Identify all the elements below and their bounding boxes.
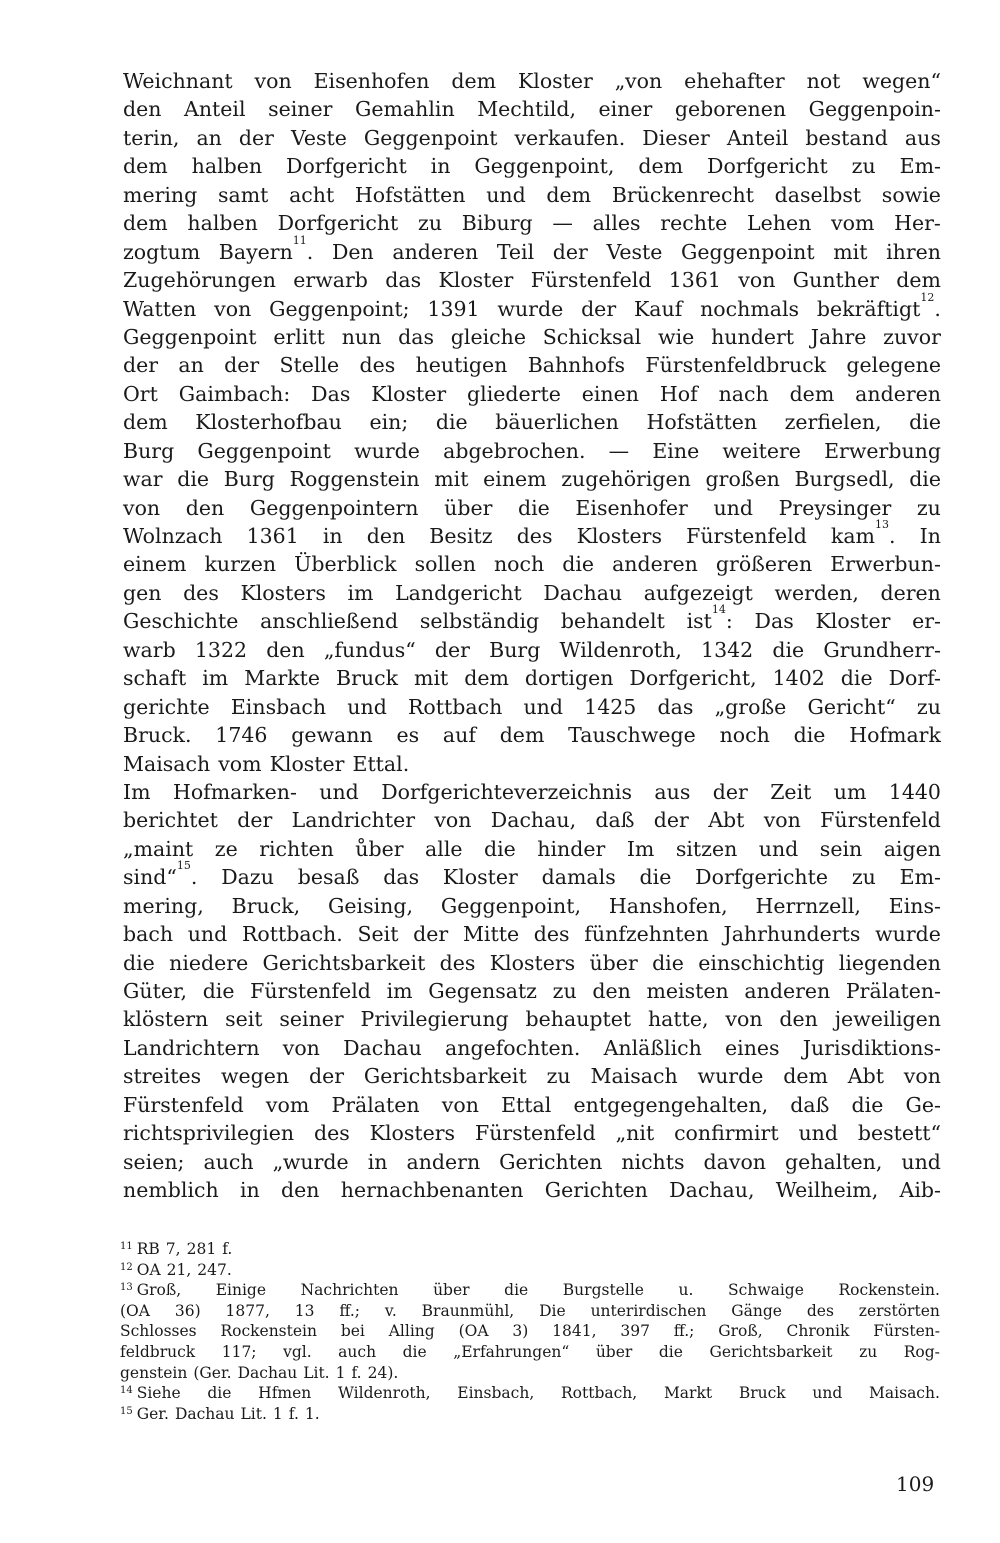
text-line: Geggenpoint erlitt nun das gleiche Schicksal wie hundert Jahre zuvor bbox=[123, 324, 941, 349]
text-line: Landrichtern von Dachau angefochten. Anläßlich eines Jurisdiktions- bbox=[123, 1035, 941, 1060]
footnote-line: $^{11}$ RB 7, 281 f. bbox=[120, 1240, 233, 1258]
text-line: zogtum Bayern$^{11}$. Den anderen Teil der Veste Geggenpoint mit ihren bbox=[123, 233, 941, 264]
text-line: einem kurzen Überblick sollen noch die anderen größeren Erwerbun- bbox=[123, 552, 941, 577]
footnote-ref: 14 bbox=[711, 603, 726, 617]
footnote-number: 12 bbox=[120, 1261, 133, 1273]
text-line: Watten von Geggenpoint; 1391 wurde der Kauf nochmals bekräftigt$^{12}$. bbox=[123, 290, 941, 321]
text-line: Wolnzach 1361 in den Besitz des Klosters Fürstenfeld kam$^{13}$. In bbox=[123, 518, 941, 548]
text-line: klöstern seit seiner Privilegierung behauptet hatte, von den jeweiligen bbox=[123, 1007, 941, 1032]
text-line: gen des Klosters im Landgericht Dachau aufgezeigt werden, deren bbox=[123, 580, 941, 605]
text-line: Maisach vom Kloster Ettal. bbox=[123, 751, 410, 776]
text-line: nemblich in den hernachbenanten Gerichten Dachau, Weilheim, Aib- bbox=[123, 1178, 941, 1203]
text-line: Geschichte anschließend selbständig behandelt ist$^{14}$: Das Kloster er- bbox=[123, 603, 941, 634]
text-line: streites wegen der Gerichtsbarkeit zu Maisach wurde dem Abt von bbox=[123, 1064, 941, 1089]
page-number: 109 bbox=[896, 1472, 935, 1496]
text-line: mering samt acht Hofstätten und dem Brückenrecht daselbst sowie bbox=[123, 182, 941, 207]
text-line: sind“$^{15}$. Dazu besaß das Kloster damals die Dorfgerichte zu Em- bbox=[123, 859, 941, 890]
text-line: Burg Geggenpoint wurde abgebrochen. — Eine weitere Erwerbung bbox=[123, 438, 941, 463]
main-text-block bbox=[123, 67, 941, 1205]
text-line: Güter, die Fürstenfeld im Gegensatz zu den meisten anderen Prälaten- bbox=[123, 979, 941, 1003]
text-line: gerichte Einsbach und Rottbach und 1425 das „große Gericht“ zu bbox=[123, 694, 941, 719]
footnote-line: feldbruck 117; vgl. auch die „Erfahrungen“ über die Gerichtsbarkeit zu Rog- bbox=[120, 1342, 940, 1361]
text-line: von den Geggenpointern über die Eisenhofer und Preysinger zu bbox=[123, 495, 941, 520]
footnote-line: $^{12}$ OA 21, 247. bbox=[120, 1260, 232, 1279]
text-line: Ort Gaimbach: Das Kloster gliederte einen Hof nach dem anderen bbox=[123, 381, 941, 406]
footnote-number: 14 bbox=[120, 1385, 133, 1397]
text-line: war die Burg Roggenstein mit einem zugehörigen großen Burgsedl, die bbox=[123, 467, 941, 492]
text-line: berichtet der Landrichter von Dachau, daß der Abt von Fürstenfeld bbox=[123, 808, 941, 833]
footnote-line: $^{13}$ Groß, Einige Nachrichten über die Burgstelle u. Schwaige Rockenstein. bbox=[120, 1281, 940, 1300]
text-line: richtsprivilegien des Klosters Fürstenfeld „nit confirmirt und bestett“ bbox=[123, 1121, 941, 1146]
text-line: dem Klosterhofbau ein; die bäuerlichen Hofstätten zerfielen, die bbox=[123, 410, 941, 435]
footnote-line: genstein (Ger. Dachau Lit. 1 f. 24). bbox=[120, 1363, 399, 1382]
text-line: den Anteil seiner Gemahlin Mechtild, einer geborenen Geggenpoin- bbox=[123, 97, 941, 122]
text-line: dem halben Dorfgericht in Geggenpoint, dem Dorfgericht zu Em- bbox=[123, 154, 941, 179]
text-line: Bruck. 1746 gewann es auf dem Tauschwege noch die Hofmark bbox=[123, 723, 941, 748]
footnote-line: Schlosses Rockenstein bei Alling (OA 3) 1841, 397 ff.; Groß, Chronik Fürsten- bbox=[120, 1322, 940, 1341]
text-line: dem halben Dorfgericht zu Biburg — alles rechte Lehen vom Her- bbox=[123, 211, 941, 236]
footnote-line: (OA 36) 1877, 13 ff.; v. Braunmühl, Die unterirdischen Gänge des zerstörten bbox=[120, 1301, 940, 1320]
text-line: Im Hofmarken- und Dorfgerichteverzeichnis aus der Zeit um 1440 bbox=[123, 779, 941, 804]
text-line: der an der Stelle des heutigen Bahnhofs Fürstenfeldbruck gelegene bbox=[123, 353, 941, 378]
text-line: terin, an der Veste Geggenpoint verkaufen. Dieser Anteil bestand aus bbox=[123, 125, 941, 150]
footnote-number: 11 bbox=[120, 1241, 133, 1252]
text-line: Fürstenfeld vom Prälaten von Ettal entgegengehalten, daß die Ge- bbox=[123, 1092, 941, 1117]
text-line: Zugehörungen erwarb das Kloster Fürstenfeld 1361 von Gunther dem bbox=[123, 268, 941, 293]
text-line: die niedere Gerichtsbarkeit des Klosters über die einschichtig liegenden bbox=[123, 950, 941, 975]
text-line: mering, Bruck, Geising, Geggenpoint, Hanshofen, Herrnzell, Eins- bbox=[123, 893, 941, 918]
footnote-number: 13 bbox=[120, 1282, 133, 1294]
text-line: „maint ze richten ůber alle die hinder Im sitzen und sein aigen bbox=[123, 836, 941, 861]
text-line: bach und Rottbach. Seit der Mitte des fünfzehnten Jahrhunderts wurde bbox=[123, 922, 941, 947]
footnote-ref: 12 bbox=[920, 290, 935, 304]
text-line: schaft im Markte Bruck mit dem dortigen Dorfgericht, 1402 die Dorf- bbox=[123, 666, 941, 691]
footnote-ref: 13 bbox=[875, 518, 889, 532]
footnote-number: 15 bbox=[120, 1405, 133, 1417]
footnote-line: $^{15}$ Ger. Dachau Lit. 1 f. 1. bbox=[120, 1404, 320, 1423]
text-line: Weichnant von Eisenhofen dem Kloster „von ehehafter not wegen“ bbox=[123, 69, 941, 93]
footnote-line: $^{14}$ Siehe die Hfmen Wildenroth, Einsbach, Rottbach, Markt Bruck und Maisach. bbox=[120, 1384, 940, 1403]
text-line: warb 1322 den „fundus“ der Burg Wildenroth, 1342 die Grundherr- bbox=[123, 637, 941, 662]
text-line: seien; auch „wurde in andern Gerichten nichts davon gehalten, und bbox=[123, 1149, 941, 1174]
footnote-ref: 11 bbox=[292, 233, 307, 247]
footnote-ref: 15 bbox=[176, 859, 191, 873]
footnotes-block bbox=[120, 1239, 940, 1424]
